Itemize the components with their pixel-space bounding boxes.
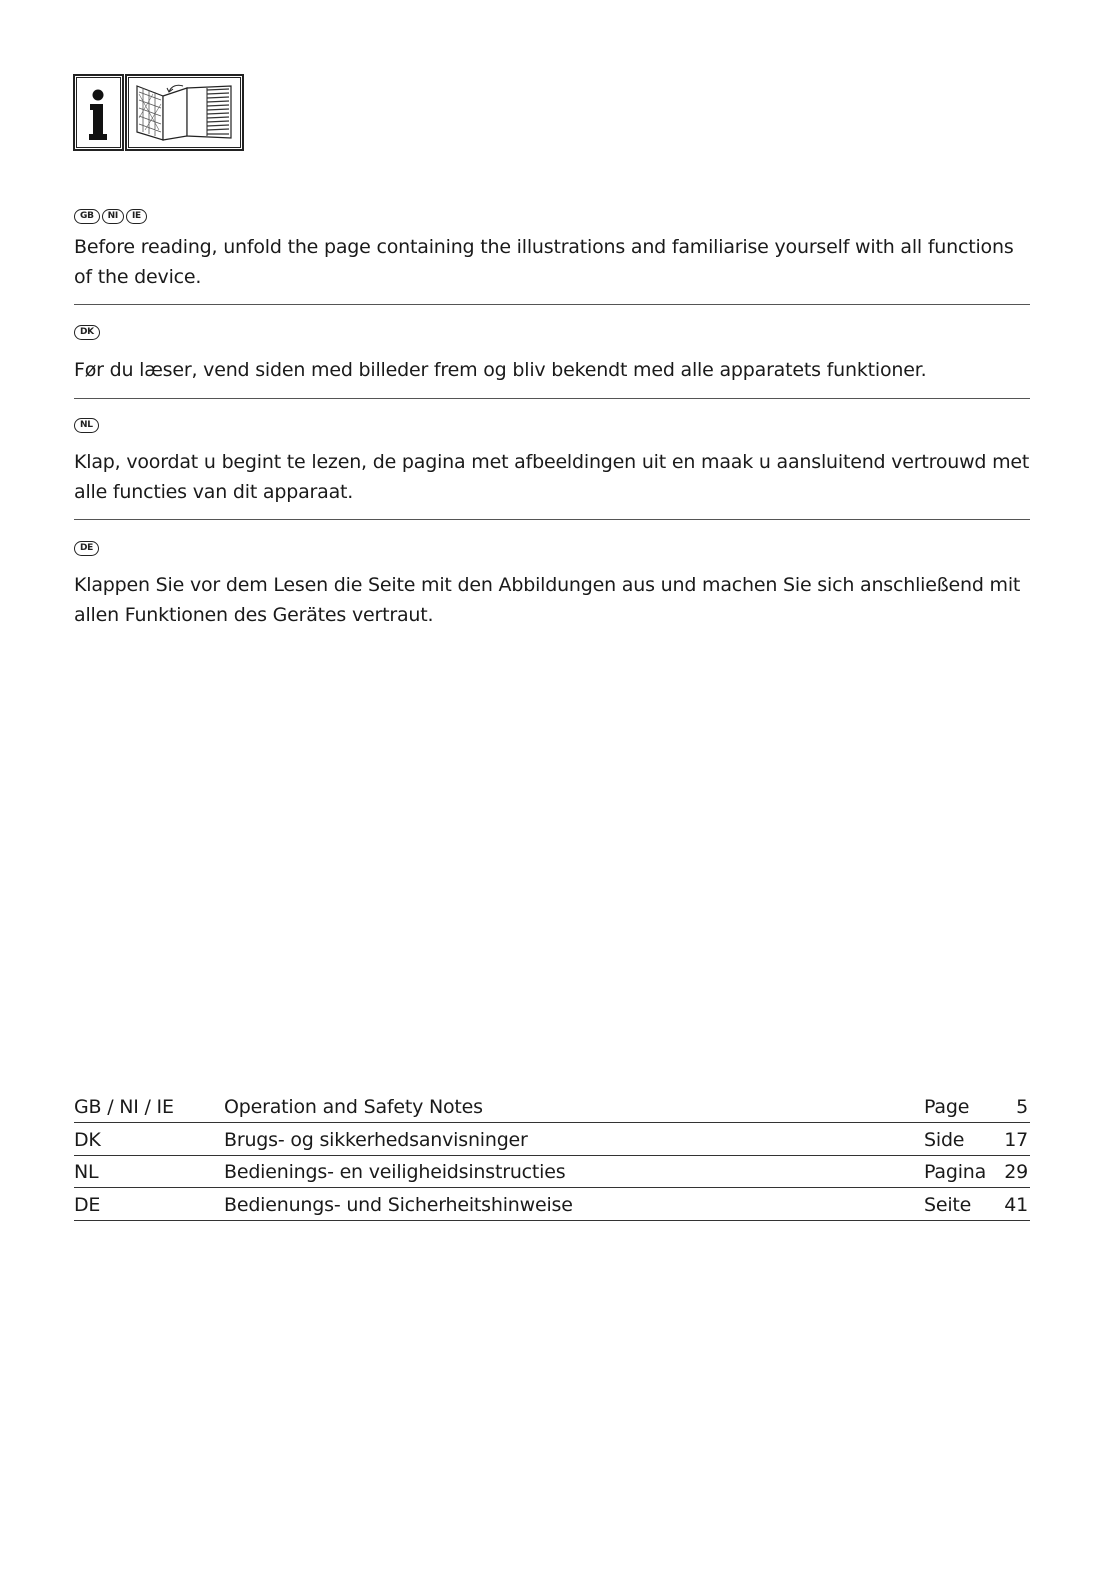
table-of-contents xyxy=(74,1092,1030,1222)
toc-page-label: Seite xyxy=(924,1193,972,1216)
toc-language-code: NL xyxy=(74,1161,99,1183)
toc-page-number: 29 xyxy=(1004,1161,1028,1183)
language-badges xyxy=(74,416,1034,434)
language-badge-ni: NI xyxy=(102,209,124,224)
toc-row-dk[interactable] xyxy=(74,1125,1030,1156)
toc-page-number: 41 xyxy=(1004,1193,1028,1216)
language-badge-gb: GB xyxy=(74,209,100,224)
toc-language-code: GB / NI / IE xyxy=(74,1096,174,1118)
language-badge-nl: NL xyxy=(74,418,99,433)
section-de xyxy=(74,539,1034,630)
language-badges xyxy=(74,539,1034,557)
toc-row-de[interactable] xyxy=(74,1190,1030,1221)
section-divider xyxy=(74,304,1030,305)
toc-title: Bedienungs- und Sicherheitshinweise xyxy=(224,1193,573,1216)
section-dk xyxy=(74,323,1034,385)
toc-language-code: DE xyxy=(74,1193,101,1216)
section-divider xyxy=(74,519,1030,520)
toc-page-label: Pagina xyxy=(924,1161,987,1183)
section-divider xyxy=(74,398,1030,399)
language-badges xyxy=(74,323,1034,341)
toc-language-code: DK xyxy=(74,1128,101,1151)
unfold-page-info-icon xyxy=(73,74,245,152)
toc-title: Operation and Safety Notes xyxy=(224,1096,483,1118)
section-gb-ni-ie xyxy=(74,207,1034,292)
language-badge-dk: DK xyxy=(74,325,100,340)
instruction-text-dk: Før du læser, vend siden med billeder frem og bliv bekendt med alle apparatets funktioner. xyxy=(74,359,927,381)
toc-title: Bedienings- en veiligheidsinstructies xyxy=(224,1161,566,1183)
section-nl xyxy=(74,416,1034,507)
language-badge-de: DE xyxy=(74,541,99,556)
toc-page-number: 5 xyxy=(1016,1096,1028,1118)
instruction-text-gb: Before reading, unfold the page containing the illustrations and familiarise yourself with all functions of the device. xyxy=(74,236,1014,288)
instruction-text-de: Klappen Sie vor dem Lesen die Seite mit den Abbildungen aus und machen Sie sich anschließend mit allen Funktionen des Gerätes vertraut. xyxy=(74,574,1021,626)
toc-page-label: Page xyxy=(924,1096,970,1118)
toc-page-label: Side xyxy=(924,1128,965,1151)
instruction-text-nl: Klap, voordat u begint te lezen, de pagina met afbeeldingen uit en maak u aansluitend vertrouwd met alle functies van dit apparaat. xyxy=(74,451,1030,503)
toc-row-gb[interactable] xyxy=(74,1092,1030,1123)
toc-row-nl[interactable] xyxy=(74,1157,1030,1188)
toc-title: Brugs- og sikkerhedsanvisninger xyxy=(224,1128,528,1151)
language-badges xyxy=(74,207,1034,225)
toc-page-number: 17 xyxy=(1004,1128,1028,1151)
language-badge-ie: IE xyxy=(126,209,147,224)
